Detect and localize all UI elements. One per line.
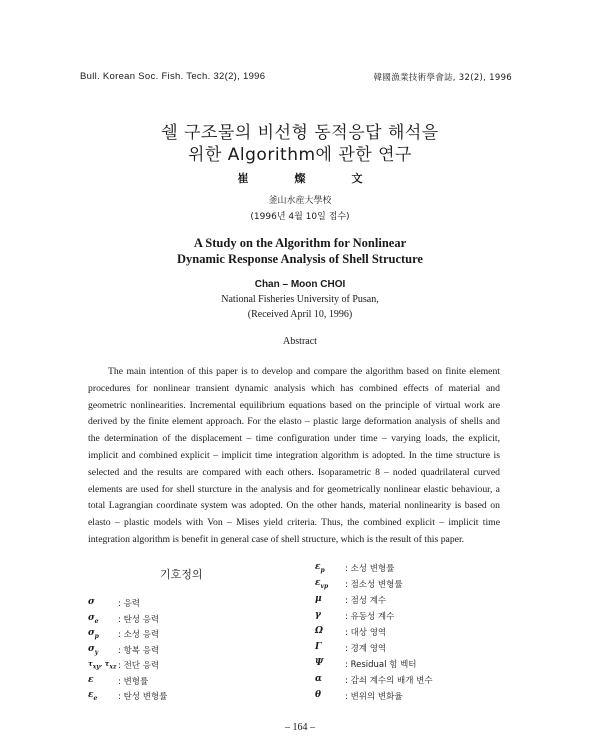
english-title-line1: A Study on the Algorithm for Nonlinear	[193, 236, 407, 250]
korean-received-date: (1996년 4월 10일 접수)	[250, 212, 350, 222]
symbol-glyph: Ω	[315, 626, 324, 636]
nomenclature-definition: : 소성 변형률	[345, 564, 395, 574]
nomenclature-symbol	[88, 628, 99, 640]
nomenclature-symbol	[315, 658, 323, 668]
nomenclature-definition: : 변위의 변화율	[345, 692, 403, 702]
symbol-subscript: y	[94, 648, 99, 656]
journal-header-korean: 韓國漁業技術學會誌, 32(2), 1996	[373, 73, 512, 83]
nomenclature-definition: : 경계 영역	[345, 644, 387, 654]
nomenclature-symbol	[88, 690, 97, 702]
english-received-date: (Received April 10, 1996)	[247, 309, 353, 320]
abstract-paragraph: The main intention of this paper is to develop and compare the algorithm based on finite element procedures for nonlinear transient dynamic analysis which has combined effects of material and geometric nonlinearities. Incremental equilibrium equations based on the principle of virtual work are derived by the finite element approach. For the elasto – plastic large deformation analysis of shells and the determination of the displacement – time configuration under time – varying loads, the explicit, implicit and combined explicit – implicit time integration algorithm is adopted. In the time structure is selected and the results are compared with each others. Isoparametric 8 – noded quadrilateral curved elements are used for shell sturcture in the analysis and for geometrically nonlinear elastic behaviour, a total Lagrangian coordinate system was adopted. On the other hands, material nonlinearity is based on elasto – plastic models with Von – Mises yield criteria. Thus, the combined explicit – implicit time integration algorithm is benefit in general case of shell structure, which is the result of this paper.	[88, 366, 500, 545]
symbol-glyph: σ	[88, 612, 95, 623]
page-number: – 164 –	[285, 722, 315, 733]
symbol-glyph: α	[315, 674, 322, 684]
nomenclature-heading: 기호정의	[160, 568, 203, 581]
nomenclature-definition: : 변형률	[118, 676, 149, 687]
nomenclature-symbol	[88, 644, 98, 656]
symbol-subscript: p	[320, 566, 325, 574]
english-author-name: Chan – Moon CHOI	[254, 279, 346, 290]
symbol-glyph: σ	[88, 643, 95, 654]
nomenclature-definition: : Residual 힘 벡터	[345, 660, 417, 670]
symbol-subscript: vp	[320, 582, 329, 590]
symbol-glyph: ε	[88, 690, 94, 700]
symbol-glyph: σ	[88, 597, 95, 607]
symbol-glyph: Γ	[315, 642, 322, 652]
english-affiliation: National Fisheries University of Pusan,	[221, 294, 379, 305]
nomenclature-symbol	[315, 594, 322, 604]
symbol-glyph: Ψ	[315, 658, 324, 668]
nomenclature-definition: : 항복 응력	[118, 645, 160, 656]
nomenclature-symbol	[315, 578, 328, 590]
nomenclature-definition: : 유동성 계수	[345, 612, 395, 622]
nomenclature-symbol	[315, 562, 325, 574]
nomenclature-symbol	[315, 642, 321, 652]
symbol-glyph: γ	[315, 610, 321, 620]
nomenclature-definition: : 탄성 변형률	[118, 692, 168, 702]
abstract-heading: Abstract	[283, 336, 317, 347]
nomenclature-definition: : 탄성 응력	[118, 614, 160, 625]
author-char: 崔	[237, 172, 249, 185]
author-char: 燦	[294, 172, 306, 185]
korean-author-name	[0, 170, 600, 186]
nomenclature-symbol	[88, 613, 98, 625]
nomenclature-symbol	[88, 659, 116, 670]
journal-header-english: Bull. Korean Soc. Fish. Tech. 32(2), 1996	[80, 71, 266, 82]
nomenclature-left-column	[88, 597, 288, 707]
symbol-glyph: ε	[88, 674, 94, 685]
nomenclature-symbol	[315, 674, 322, 684]
korean-title-line1: 쉘 구조물의 비선형 동적응답 해석을	[161, 123, 439, 143]
symbol-subscript: e	[93, 694, 98, 702]
symbol-glyph: σ	[88, 628, 95, 638]
abstract-body	[88, 364, 500, 549]
nomenclature-definition: : 응력	[118, 599, 140, 609]
nomenclature-definition: : 점소성 변형률	[345, 580, 403, 590]
nomenclature-symbol	[88, 597, 95, 607]
nomenclature-definition: : 감쇠 계수의 배개 변수	[345, 676, 433, 686]
symbol-subscript: e	[94, 617, 99, 625]
nomenclature-symbol	[88, 675, 93, 685]
korean-affiliation: 釜山水産大學校	[268, 196, 332, 206]
symbol-glyph: μ	[315, 594, 322, 604]
symbol-glyph: τ	[88, 659, 93, 668]
nomenclature-symbol	[315, 690, 321, 700]
author-char: 文	[351, 172, 363, 185]
nomenclature-definition: : 대상 영역	[345, 628, 387, 638]
nomenclature-symbol	[315, 610, 321, 620]
nomenclature-right-column	[315, 562, 515, 707]
symbol-glyph: ε	[315, 562, 321, 572]
symbol-subscript: p	[94, 632, 99, 640]
english-title-line2: Dynamic Response Analysis of Shell Structure	[177, 252, 423, 266]
symbol-subscript: xy	[92, 663, 100, 671]
symbol-glyph: , τ	[99, 659, 110, 668]
nomenclature-symbol	[315, 626, 323, 636]
symbol-glyph: ε	[315, 578, 321, 588]
symbol-subscript: xz	[109, 663, 117, 671]
korean-title-line2: 위한 Algorithm에 관한 연구	[188, 145, 412, 165]
symbol-glyph: θ	[315, 690, 322, 700]
nomenclature-definition: : 점성 계수	[345, 596, 387, 606]
nomenclature-definition: : 전단 응력	[118, 661, 160, 671]
nomenclature-definition: : 소성 응력	[118, 630, 160, 640]
